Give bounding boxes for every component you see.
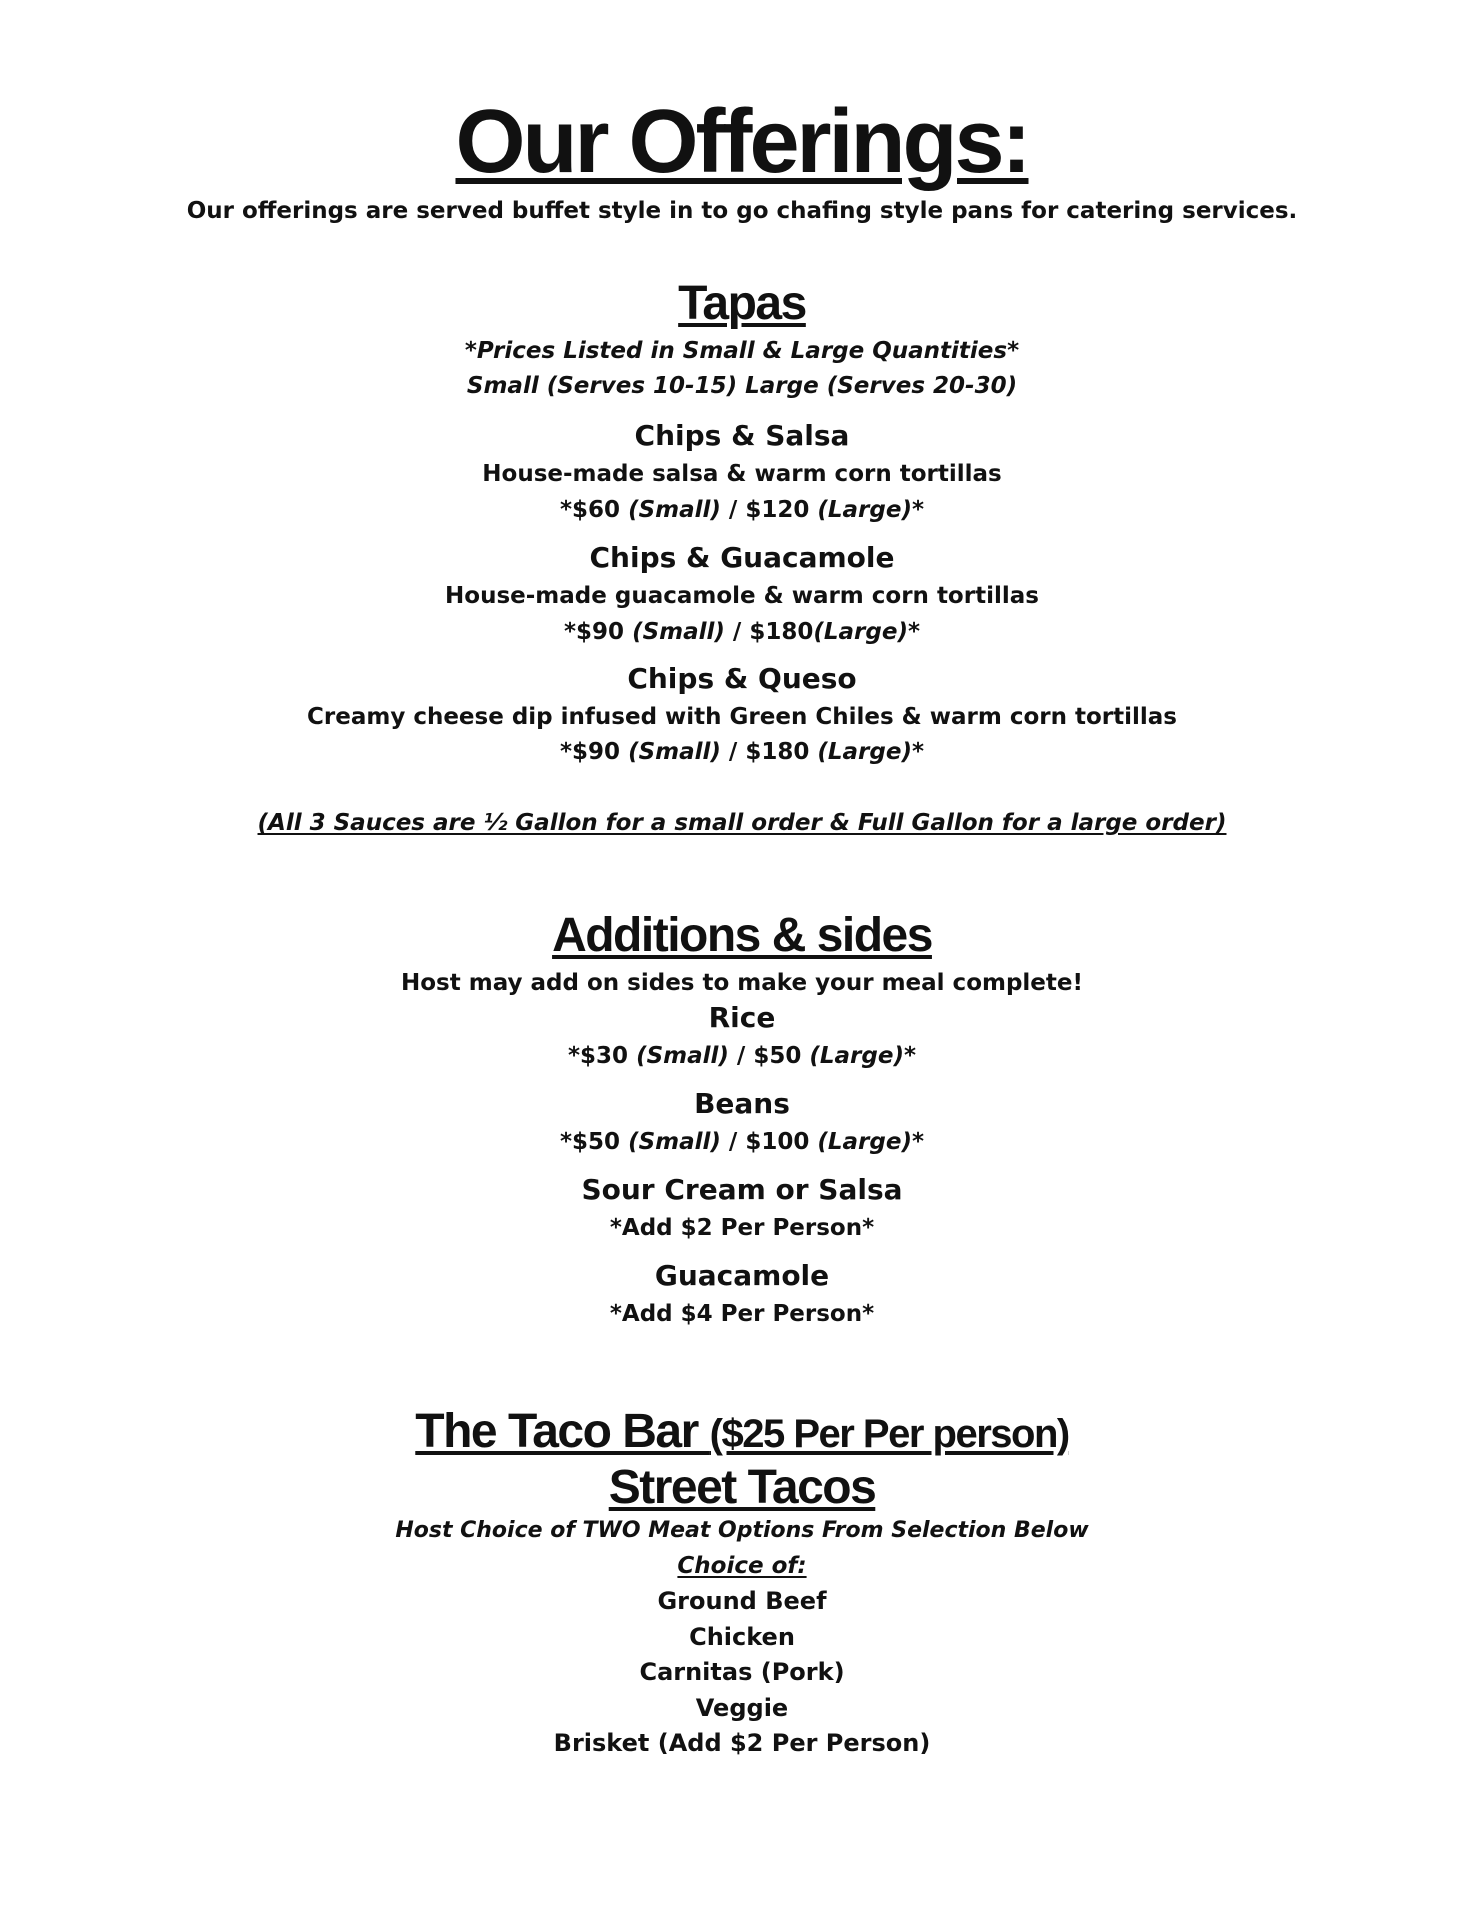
price-small: *$90 <box>564 619 633 645</box>
price-large: / $120 <box>720 497 818 523</box>
street-tacos-heading: Street Tacos <box>608 1461 876 1514</box>
tapas-item-price <box>0 735 1484 769</box>
tapas-item-name: Chips & Guacamole <box>589 541 895 574</box>
meat-option: Carnitas (Pork) <box>639 1658 845 1686</box>
additions-heading: Additions & sides <box>552 909 932 962</box>
addition-item-price: *Add $2 Per Person* <box>609 1215 875 1241</box>
size-large-label: (Large) <box>817 497 912 523</box>
sauce-note: (All 3 Sauces are ½ Gallon for a small order & Full Gallon for a large order) <box>257 810 1227 836</box>
meat-option: Brisket (Add $2 Per Person) <box>553 1729 931 1757</box>
price-tail: * <box>911 739 924 765</box>
taco-bar-heading <box>0 1404 1484 1462</box>
tapas-item-desc: House-made salsa & warm corn tortillas <box>482 461 1002 487</box>
price-tail: * <box>907 619 920 645</box>
taco-bar-title: The Taco Bar <box>415 1405 710 1458</box>
price-small: *$90 <box>560 739 629 765</box>
size-small-label: (Small) <box>628 497 721 523</box>
price-small: *$50 <box>560 1129 629 1155</box>
tapas-heading: Tapas <box>678 277 806 330</box>
price-small: *$60 <box>560 497 629 523</box>
addition-item-name: Guacamole <box>654 1259 830 1292</box>
additions-intro: Host may add on sides to make your meal complete! <box>401 970 1083 996</box>
tapas-serving-note: Small (Serves 10-15) Large (Serves 20-30) <box>466 373 1018 399</box>
size-small-label: (Small) <box>632 619 725 645</box>
meat-option: Chicken <box>689 1623 795 1651</box>
size-small-label: (Small) <box>628 739 721 765</box>
tapas-item-desc: House-made guacamole & warm corn tortillas <box>445 583 1039 609</box>
addition-item-name: Sour Cream or Salsa <box>581 1173 903 1206</box>
addition-item-name: Beans <box>694 1087 790 1120</box>
page-subtitle: Our offerings are served buffet style in to go chafing style pans for catering services. <box>186 198 1298 224</box>
size-small-label: (Small) <box>628 1129 721 1155</box>
tapas-item-price <box>0 493 1484 527</box>
price-large: / $180 <box>720 739 818 765</box>
choice-label: Choice of: <box>677 1553 807 1579</box>
price-tail: * <box>911 1129 924 1155</box>
addition-item-price <box>0 1125 1484 1159</box>
size-large-label: (Large) <box>809 1043 904 1069</box>
price-large: / $100 <box>720 1129 818 1155</box>
price-large: / $180 <box>724 619 814 645</box>
price-small: *$30 <box>568 1043 637 1069</box>
size-large-label: (Large) <box>817 1129 912 1155</box>
meat-option: Veggie <box>695 1694 789 1722</box>
tapas-price-note: *Prices Listed in Small & Large Quantities* <box>464 338 1020 364</box>
price-large: / $50 <box>728 1043 810 1069</box>
addition-item-price: *Add $4 Per Person* <box>609 1301 875 1327</box>
addition-item-price <box>0 1039 1484 1073</box>
taco-instruction: Host Choice of TWO Meat Options From Selection Below <box>395 1518 1089 1543</box>
price-tail: * <box>911 497 924 523</box>
addition-item-name: Rice <box>708 1001 776 1034</box>
size-small-label: (Small) <box>636 1043 729 1069</box>
size-large-label: (Large) <box>817 739 912 765</box>
price-tail: * <box>903 1043 916 1069</box>
tapas-item-desc: Creamy cheese dip infused with Green Chiles & warm corn tortillas <box>307 704 1177 730</box>
tapas-item-name: Chips & Queso <box>627 662 857 695</box>
tapas-item-price <box>0 615 1484 649</box>
meat-option: Ground Beef <box>657 1587 827 1615</box>
taco-bar-price: ($25 Per Per person) <box>709 1412 1069 1456</box>
size-large-label: (Large) <box>813 619 908 645</box>
page-title: Our Offerings: <box>455 92 1029 192</box>
tapas-item-name: Chips & Salsa <box>634 419 850 452</box>
